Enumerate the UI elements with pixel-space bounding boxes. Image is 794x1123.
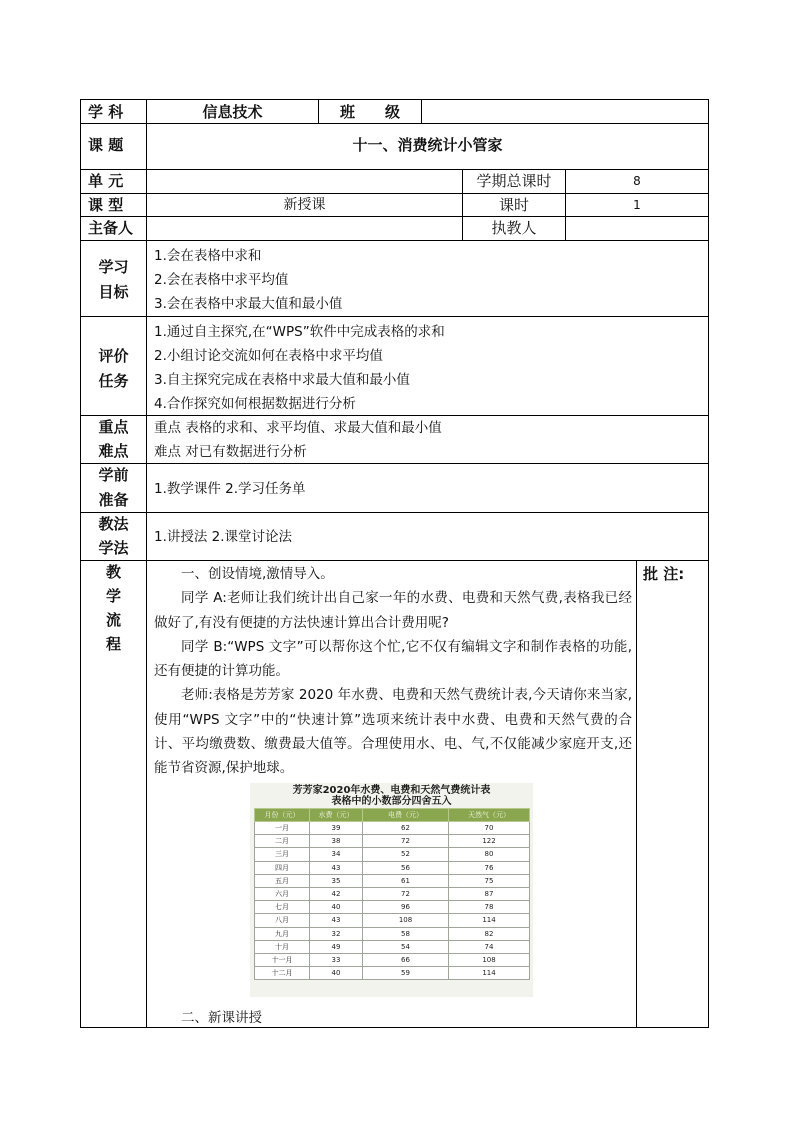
bill-table-row bbox=[255, 940, 530, 953]
process-section-heading-2: 二、新课讲授 bbox=[181, 1010, 262, 1026]
bill-value-cell: 61 bbox=[363, 874, 449, 887]
bill-value-cell: 87 bbox=[449, 887, 530, 900]
bill-month-cell: 五月 bbox=[255, 874, 310, 887]
bill-month-cell: 八月 bbox=[255, 914, 310, 927]
bill-value-cell: 78 bbox=[449, 901, 530, 914]
bill-value-cell: 38 bbox=[310, 835, 363, 848]
bill-column-header: 月份（元） bbox=[255, 809, 310, 822]
methods-text: 1.讲授法 2.课堂讨论法 bbox=[154, 529, 293, 545]
bill-value-cell: 108 bbox=[363, 914, 449, 927]
bill-value-cell: 49 bbox=[310, 940, 363, 953]
bill-value-cell: 40 bbox=[310, 901, 363, 914]
bill-month-cell: 十一月 bbox=[255, 953, 310, 966]
bill-value-cell: 35 bbox=[310, 874, 363, 887]
bill-value-cell: 114 bbox=[449, 967, 530, 980]
bill-value-cell: 32 bbox=[310, 927, 363, 940]
type-label: 课 型 bbox=[88, 196, 124, 214]
bill-value-cell: 34 bbox=[310, 848, 363, 861]
bill-table-row bbox=[255, 914, 530, 927]
bill-month-cell: 七月 bbox=[255, 901, 310, 914]
bill-value-cell: 43 bbox=[310, 861, 363, 874]
bill-value-cell: 58 bbox=[363, 927, 449, 940]
bill-table-body bbox=[255, 822, 530, 980]
bill-value-cell: 122 bbox=[449, 835, 530, 848]
bill-month-cell: 三月 bbox=[255, 848, 310, 861]
bill-table-row bbox=[255, 835, 530, 848]
bill-subtitle: 表格中的小数部分四舍五入 bbox=[331, 796, 452, 807]
bill-value-cell: 62 bbox=[363, 822, 449, 835]
bill-month-cell: 十月 bbox=[255, 940, 310, 953]
bill-table-row bbox=[255, 953, 530, 966]
preparation-label-2: 准备 bbox=[98, 491, 129, 509]
bill-value-cell: 75 bbox=[449, 874, 530, 887]
task-item: 1.通过自主探究,在“WPS”软件中完成表格的求和 bbox=[154, 324, 445, 340]
bill-value-cell: 52 bbox=[363, 848, 449, 861]
bill-value-cell: 56 bbox=[363, 861, 449, 874]
bill-statistics-image bbox=[250, 783, 533, 997]
hours-label: 课时 bbox=[498, 196, 529, 214]
teacher-label: 执教人 bbox=[491, 219, 537, 237]
topic-value: 十一、消费统计小管家 bbox=[352, 136, 503, 154]
notes-label: 批 注: bbox=[643, 565, 685, 583]
hours-value: 1 bbox=[633, 198, 641, 212]
process-paragraph: 同学 B:“WPS 文字”可以帮你这个忙,它不仅有编辑文字和制作表格的功能,还有便捷的计算功能。 bbox=[154, 638, 632, 680]
bill-value-cell: 33 bbox=[310, 953, 363, 966]
difficulty-point: 难点 对已有数据进行分析 bbox=[154, 444, 307, 460]
total-hours-value: 8 bbox=[633, 174, 641, 188]
bill-table bbox=[254, 808, 530, 980]
bill-value-cell: 114 bbox=[449, 914, 530, 927]
goals-label-1: 学习 bbox=[98, 258, 129, 276]
process-label-char: 教 bbox=[105, 563, 121, 581]
bill-table-row bbox=[255, 874, 530, 887]
bill-value-cell: 96 bbox=[363, 901, 449, 914]
tasks-label-1: 评价 bbox=[98, 347, 129, 365]
goal-item: 2.会在表格中求平均值 bbox=[154, 272, 289, 288]
bill-value-cell: 108 bbox=[449, 953, 530, 966]
bill-month-cell: 九月 bbox=[255, 927, 310, 940]
bill-value-cell: 42 bbox=[310, 887, 363, 900]
process-label-char: 程 bbox=[105, 635, 121, 653]
process-label-char: 学 bbox=[105, 587, 121, 605]
bill-value-cell: 43 bbox=[310, 914, 363, 927]
process-paragraph: 老师:表格是芳芳家 2020 年水费、电费和天然气费统计表,今天请你来当家,使用“WPS 文字”中的“快速计算”选项来统计表中水费、电费和天然气费的合计、平均缴费数、缴费最大值等。合理使用水、电、气,不仅能减少家庭开支,还能节省资源,保护地球。 bbox=[154, 687, 632, 777]
bill-table-row bbox=[255, 927, 530, 940]
bill-table-row bbox=[255, 887, 530, 900]
bill-table-row bbox=[255, 901, 530, 914]
bill-column-header: 水费（元） bbox=[310, 809, 363, 822]
process-body bbox=[154, 562, 632, 781]
bill-value-cell: 59 bbox=[363, 967, 449, 980]
process-label-char: 流 bbox=[105, 611, 121, 629]
methods-label-1: 教法 bbox=[98, 515, 129, 533]
bill-table-row bbox=[255, 967, 530, 980]
keypoints-label-1: 重点 bbox=[98, 418, 129, 436]
bill-month-cell: 十二月 bbox=[255, 967, 310, 980]
bill-value-cell: 80 bbox=[449, 848, 530, 861]
methods-label-2: 学法 bbox=[98, 539, 129, 557]
bill-value-cell: 39 bbox=[310, 822, 363, 835]
bill-month-cell: 四月 bbox=[255, 861, 310, 874]
bill-title: 芳芳家2020年水费、电费和天然气费统计表 bbox=[292, 785, 491, 796]
bill-value-cell: 72 bbox=[363, 887, 449, 900]
tasks-label-2: 任务 bbox=[98, 372, 129, 390]
bill-month-cell: 一月 bbox=[255, 822, 310, 835]
key-point: 重点 表格的求和、求平均值、求最大值和最小值 bbox=[154, 420, 442, 436]
bill-header-row bbox=[255, 809, 530, 822]
bill-value-cell: 82 bbox=[449, 927, 530, 940]
goal-item: 1.会在表格中求和 bbox=[154, 248, 262, 264]
class-label: 班 级 bbox=[339, 103, 400, 121]
task-item: 3.自主探究完成在表格中求最大值和最小值 bbox=[154, 372, 410, 388]
preparer-label: 主备人 bbox=[88, 219, 134, 237]
bill-value-cell: 74 bbox=[449, 940, 530, 953]
unit-label: 单 元 bbox=[88, 172, 124, 190]
bill-value-cell: 72 bbox=[363, 835, 449, 848]
bill-value-cell: 70 bbox=[449, 822, 530, 835]
goal-item: 3.会在表格中求最大值和最小值 bbox=[154, 296, 343, 312]
bill-table-row bbox=[255, 861, 530, 874]
type-value: 新授课 bbox=[283, 197, 326, 213]
process-section-heading: 一、创设情境,激情导入。 bbox=[181, 566, 334, 582]
keypoints-label-2: 难点 bbox=[98, 442, 129, 460]
bill-column-header: 电费（元） bbox=[363, 809, 449, 822]
process-paragraph: 同学 A:老师让我们统计出自己家一年的水费、电费和天然气费,表格我已经做好了,有没有便捷的方法快速计算出合计费用呢? bbox=[154, 590, 632, 631]
bill-value-cell: 54 bbox=[363, 940, 449, 953]
bill-month-cell: 二月 bbox=[255, 835, 310, 848]
subject-value: 信息技术 bbox=[202, 103, 263, 121]
bill-value-cell: 40 bbox=[310, 967, 363, 980]
topic-label: 课 题 bbox=[88, 136, 124, 154]
bill-value-cell: 76 bbox=[449, 861, 530, 874]
preparation-text: 1.教学课件 2.学习任务单 bbox=[154, 481, 306, 497]
task-item: 2.小组讨论交流如何在表格中求平均值 bbox=[154, 348, 383, 364]
bill-table-row bbox=[255, 848, 530, 861]
task-item: 4.合作探究如何根据数据进行分析 bbox=[154, 396, 356, 412]
subject-label: 学 科 bbox=[88, 103, 124, 121]
bill-value-cell: 66 bbox=[363, 953, 449, 966]
preparation-label-1: 学前 bbox=[98, 466, 129, 484]
goals-label-2: 目标 bbox=[98, 283, 129, 301]
bill-table-row bbox=[255, 822, 530, 835]
total-hours-label: 学期总课时 bbox=[476, 172, 552, 190]
bill-column-header: 天然气（元） bbox=[449, 809, 530, 822]
bill-month-cell: 六月 bbox=[255, 887, 310, 900]
